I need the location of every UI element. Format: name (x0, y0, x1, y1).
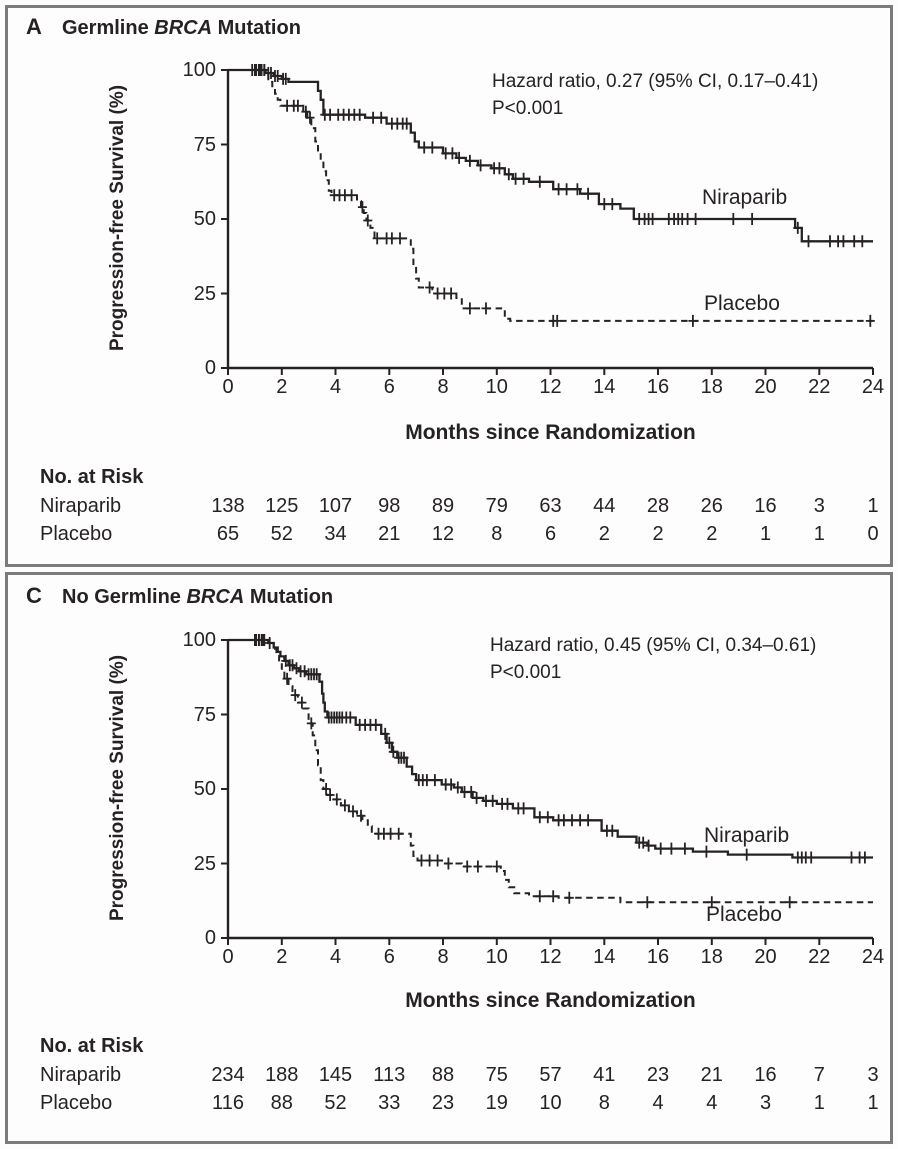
x-tick-label: 12 (539, 946, 562, 968)
risk-count-cell: 3 (867, 1064, 879, 1086)
risk-count-cell: 7 (813, 1064, 825, 1086)
risk-count-cell: 6 (544, 523, 557, 545)
risk-count-cell: 3 (813, 495, 825, 517)
panel-c-annotation (490, 632, 816, 686)
y-tick-label: 100 (182, 629, 216, 651)
x-tick-label: 4 (329, 376, 342, 398)
x-tick-label: 10 (485, 946, 508, 968)
x-tick-label: 8 (437, 946, 449, 968)
panel-c-x-tick-labels (0, 946, 898, 970)
risk-count-cell: 19 (485, 1092, 508, 1114)
risk-count-cell: 34 (324, 523, 347, 545)
risk-count-cell: 2 (598, 523, 610, 545)
risk-count-cell: 89 (431, 495, 455, 517)
panel-a-p-value: P<0.001 (492, 98, 564, 119)
risk-count-cell: 28 (646, 495, 670, 517)
risk-count-cell: 16 (754, 495, 777, 517)
x-tick-label: 12 (539, 376, 562, 398)
x-tick-label: 2 (276, 376, 288, 398)
panel-c-risk-header: No. at Risk (40, 1035, 144, 1057)
x-tick-label: 18 (700, 946, 723, 968)
risk-count-cell: 21 (378, 523, 401, 545)
panel-c-placebo-curve-label: Placebo (706, 903, 782, 926)
x-tick-label: 20 (754, 946, 777, 968)
panel-c-y-tick-labels (0, 0, 228, 1149)
risk-count-cell: 234 (211, 1064, 245, 1086)
x-tick-label: 6 (383, 946, 395, 968)
risk-count-cell: 52 (270, 523, 293, 545)
panel-c-title-gene: BRCA (186, 586, 245, 608)
risk-count-cell: 116 (212, 1092, 244, 1114)
risk-count-cell: 23 (431, 1092, 455, 1114)
panel-c-y-axis-label: Progression-free Survival (%) (107, 654, 128, 922)
risk-count-cell: 0 (867, 523, 879, 545)
risk-count-cell: 26 (700, 495, 723, 517)
risk-count-cell: 75 (485, 1064, 508, 1086)
panel-c-letter: C (26, 583, 42, 608)
risk-count-cell: 21 (700, 1064, 723, 1086)
x-tick-label: 4 (329, 946, 342, 968)
risk-count-cell: 125 (265, 495, 299, 517)
x-tick-label: 6 (383, 376, 395, 398)
risk-count-cell: 88 (431, 1064, 455, 1086)
panel-c-title-suffix: Mutation (249, 586, 334, 608)
risk-count-cell: 63 (539, 495, 562, 517)
risk-count-cell: 4 (652, 1092, 664, 1114)
y-tick-label: 0 (204, 357, 216, 379)
x-tick-label: 22 (808, 946, 831, 968)
panel-c-risk-row-name-placebo: Placebo (40, 1092, 113, 1114)
panel-a-hazard-ratio: Hazard ratio, 0.27 (95% CI, 0.17–0.41) (492, 71, 819, 92)
x-tick-label: 16 (646, 946, 670, 968)
panel-a-title-prefix: Germline (62, 17, 149, 39)
risk-count-cell: 2 (652, 523, 664, 545)
risk-count-cell: 8 (491, 523, 503, 545)
panel-a-y-axis-label: Progression-free Survival (%) (107, 84, 128, 352)
risk-count-cell: 16 (754, 1064, 777, 1086)
risk-count-cell: 88 (270, 1092, 293, 1114)
panel-c-risk-counts-placebo (0, 1092, 898, 1118)
risk-count-cell: 1 (813, 523, 825, 545)
x-tick-label: 0 (222, 946, 234, 968)
risk-count-cell: 188 (265, 1064, 299, 1086)
risk-count-cell: 65 (216, 523, 240, 545)
panel-a-risk-row-name-placebo: Placebo (40, 523, 113, 545)
x-tick-label: 0 (222, 376, 234, 398)
y-tick-label: 25 (193, 852, 216, 875)
y-tick-label: 75 (193, 133, 216, 156)
risk-count-cell: 12 (431, 523, 455, 545)
risk-count-cell: 107 (318, 495, 353, 517)
panel-a-niraparib-curve-label: Niraparib (702, 186, 788, 209)
panel-a-title-gene: BRCA (154, 17, 213, 39)
y-tick-label: 75 (193, 703, 216, 726)
risk-count-cell: 1 (867, 495, 879, 517)
x-tick-label: 16 (646, 376, 670, 398)
x-tick-label: 24 (861, 376, 885, 398)
x-tick-label: 14 (593, 376, 616, 398)
risk-count-cell: 23 (646, 1064, 670, 1086)
panel-a-title-suffix: Mutation (217, 17, 301, 39)
risk-count-cell: 3 (759, 1092, 772, 1114)
x-tick-label: 14 (593, 946, 616, 968)
risk-count-cell: 52 (324, 1092, 347, 1114)
panel-a-letter: A (26, 14, 42, 39)
y-tick-label: 50 (193, 778, 216, 800)
panel-c-title-prefix: No Germline (62, 586, 181, 608)
risk-count-cell: 1 (759, 523, 772, 545)
y-tick-label: 0 (204, 927, 216, 949)
risk-count-cell: 33 (378, 1092, 401, 1114)
risk-count-cell: 145 (318, 1064, 353, 1086)
risk-count-cell: 79 (485, 495, 508, 517)
risk-count-cell: 1 (813, 1092, 825, 1114)
panel-c-hazard-ratio: Hazard ratio, 0.45 (95% CI, 0.34–0.61) (490, 635, 817, 656)
y-tick-label: 25 (193, 282, 216, 305)
panel-a-risk-row-name-niraparib: Niraparib (40, 495, 122, 517)
x-tick-label: 20 (754, 376, 777, 398)
x-tick-label: 22 (808, 376, 831, 398)
risk-count-cell: 4 (706, 1092, 718, 1114)
x-tick-label: 18 (700, 376, 723, 398)
risk-count-cell: 1 (867, 1092, 879, 1114)
risk-count-cell: 2 (706, 523, 718, 545)
risk-count-cell: 44 (593, 495, 616, 517)
x-tick-label: 10 (485, 376, 508, 398)
panel-c-p-value: P<0.001 (490, 662, 562, 683)
risk-count-cell: 113 (373, 1064, 406, 1086)
risk-count-cell: 8 (598, 1092, 610, 1114)
panel-c-risk-counts-niraparib (0, 1064, 898, 1090)
panel-c-x-axis-label: Months since Randomization (405, 989, 696, 1012)
y-tick-label: 50 (193, 208, 216, 230)
x-tick-label: 8 (437, 376, 449, 398)
x-tick-label: 24 (861, 946, 885, 968)
risk-count-cell: 57 (539, 1064, 562, 1086)
panel-a-placebo-curve-label: Placebo (704, 292, 780, 315)
panel-a-x-axis-label: Months since Randomization (405, 421, 696, 444)
risk-count-cell: 10 (539, 1092, 562, 1114)
panel-a-risk-header: No. at Risk (40, 466, 144, 488)
risk-count-cell: 41 (593, 1064, 616, 1086)
panel-a-annotation (492, 68, 818, 122)
panel-c-niraparib-curve-label: Niraparib (704, 824, 790, 847)
panel-c-risk-row-name-niraparib: Niraparib (40, 1064, 122, 1086)
x-tick-label: 2 (276, 946, 288, 968)
risk-count-cell: 138 (211, 495, 245, 517)
y-tick-label: 100 (182, 59, 216, 81)
risk-count-cell: 98 (378, 495, 401, 517)
